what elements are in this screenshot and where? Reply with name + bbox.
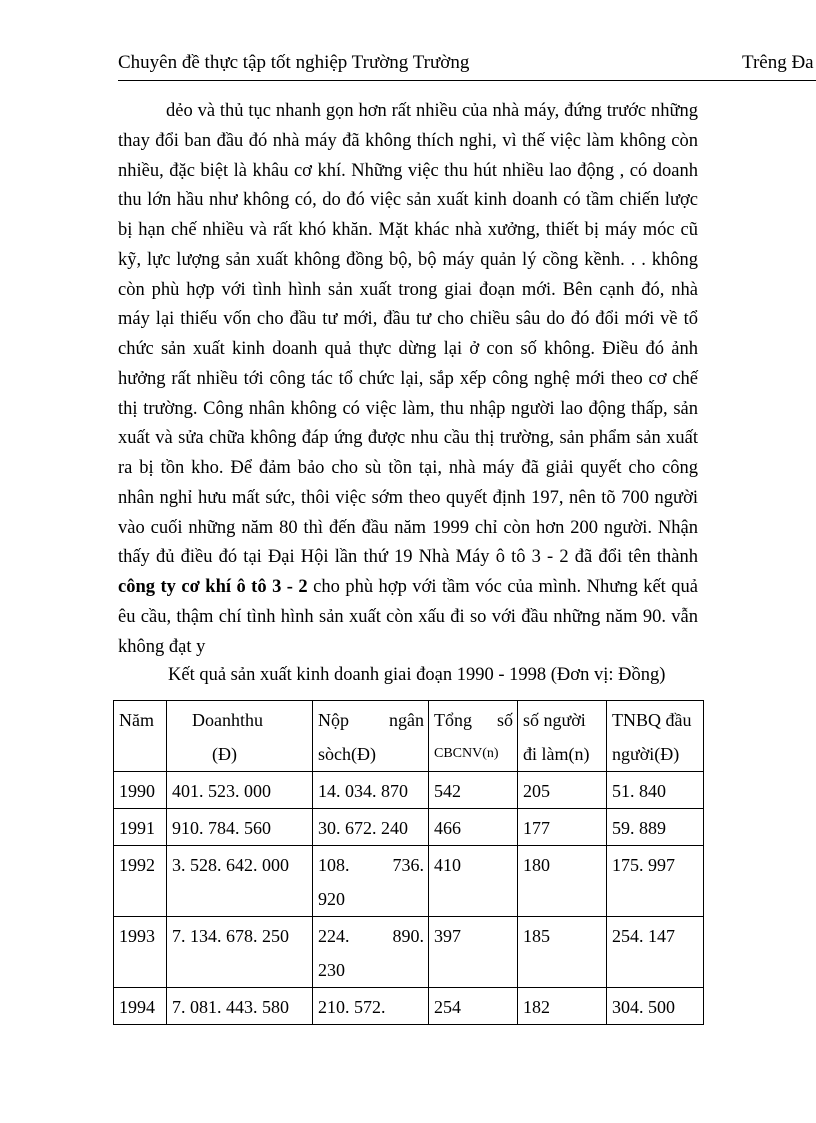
body-paragraph [118, 97, 698, 662]
table-row [114, 846, 704, 917]
table-row [114, 988, 704, 1025]
cell-doanhthu: 910. 784. 560 [167, 809, 313, 846]
results-table [113, 700, 704, 1025]
cell-tong: 542 [429, 772, 518, 809]
cell-tnbq: 51. 840 [607, 772, 704, 809]
header-so-nguoi: số người đi làm(n) [518, 701, 607, 772]
table-header-row [114, 701, 704, 772]
cell-nop: 210. 572. [313, 988, 429, 1025]
cell-songuoi: 185 [518, 917, 607, 988]
table-caption: Kết quả sản xuất kinh doanh giai đoạn 1990 - 1998 (Đơn vị: Đồng) [168, 665, 666, 685]
cell-tong: 410 [429, 846, 518, 917]
cell-nam: 1992 [114, 846, 167, 917]
cell-nam: 1990 [114, 772, 167, 809]
header-school: Trêng Đa [742, 52, 814, 73]
cell-nop: 14. 034. 870 [313, 772, 429, 809]
page-header [118, 52, 816, 81]
cell-doanhthu: 3. 528. 642. 000 [167, 846, 313, 917]
header-tnbq: TNBQ đầu người(Đ) [607, 701, 704, 772]
header-tong-so: Tổng số CBCNV(n) [429, 701, 518, 772]
cell-nop: 224. 890. 230 [313, 917, 429, 988]
body-text-b: cho phù hợp với tầm vóc của mình. Nhưng kết quả êu cầu, thậm chí tình hình sản xuất còn xấu đi so với đầu những năm 90. vẫn không đạt y [118, 577, 698, 657]
cell-tnbq: 59. 889 [607, 809, 704, 846]
table-row [114, 809, 704, 846]
cell-songuoi: 177 [518, 809, 607, 846]
header-doanhthu: Doanhthu (Đ) [167, 701, 313, 772]
cell-songuoi: 182 [518, 988, 607, 1025]
company-name: công ty cơ khí ô tô 3 - 2 [118, 577, 308, 597]
table-row [114, 772, 704, 809]
cell-nam: 1993 [114, 917, 167, 988]
cell-nam: 1994 [114, 988, 167, 1025]
cell-nam: 1991 [114, 809, 167, 846]
cell-tong: 254 [429, 988, 518, 1025]
cell-tong: 397 [429, 917, 518, 988]
cell-doanhthu: 401. 523. 000 [167, 772, 313, 809]
cell-songuoi: 205 [518, 772, 607, 809]
table-row [114, 917, 704, 988]
cell-songuoi: 180 [518, 846, 607, 917]
cell-tong: 466 [429, 809, 518, 846]
body-text-a: dẻo và thủ tục nhanh gọn hơn rất nhiều của nhà máy, đứng trước những thay đổi ban đầu đó nhà máy đã không thích nghi, vì thế việc làm không còn nhiều, đặc biệt là khâu cơ khí. Những việc thu hút nhiều lao động , có doanh thu lớn hầu như không có, do đó việc sản xuất kinh doanh có tầm chiến lược bị hạn chế nhiều và rất khó khăn. Mặt khác nhà xưởng, thiết bị máy móc cũ kỹ, lực lượng sản xuất không đồng bộ, bộ máy quản lý cồng kềnh. . . không còn phù hợp với tình hình sản xuất trong giai đoạn mới. Bên cạnh đó, nhà máy lại thiếu vốn cho đầu tư mới, đầu tư cho chiều sâu do đó đổi mới về tổ chức sản xuất kinh doanh quả thực dừng lại ở con số không. Điều đó ảnh hưởng rất nhiều tới công tác tổ chức lại, sắp xếp công nghệ mới theo cơ chế thị trường. Công nhân không có việc làm, thu nhập người lao động thấp, sản xuất và sửa chữa không đáp ứng được nhu cầu thị trường, sản phẩm sản xuất ra bị tồn kho. Để đảm bảo cho sù tồn tại, nhà máy đã giải quyết cho công nhân nghỉ hưu mất sức, thôi việc sớm theo quyết định 197, nên tõ 700 người vào cuối những năm 80 thì đến đầu năm 1999 chỉ còn hơn 200 người. Nhận thấy đủ điều đó tại Đại Hội lần thứ 19 Nhà Máy ô tô 3 - 2 đã đổi tên thành [118, 101, 698, 568]
cell-doanhthu: 7. 081. 443. 580 [167, 988, 313, 1025]
cell-doanhthu: 7. 134. 678. 250 [167, 917, 313, 988]
cell-nop: 108. 736. 920 [313, 846, 429, 917]
header-nam: Năm [114, 701, 167, 772]
header-title: Chuyên đề thực tập tốt nghiệp Trường Trường [118, 52, 470, 73]
cell-tnbq: 304. 500 [607, 988, 704, 1025]
header-nop-ngan-sach: Nộp ngân sòch(Đ) [313, 701, 429, 772]
cell-nop: 30. 672. 240 [313, 809, 429, 846]
cell-tnbq: 175. 997 [607, 846, 704, 917]
cell-tnbq: 254. 147 [607, 917, 704, 988]
